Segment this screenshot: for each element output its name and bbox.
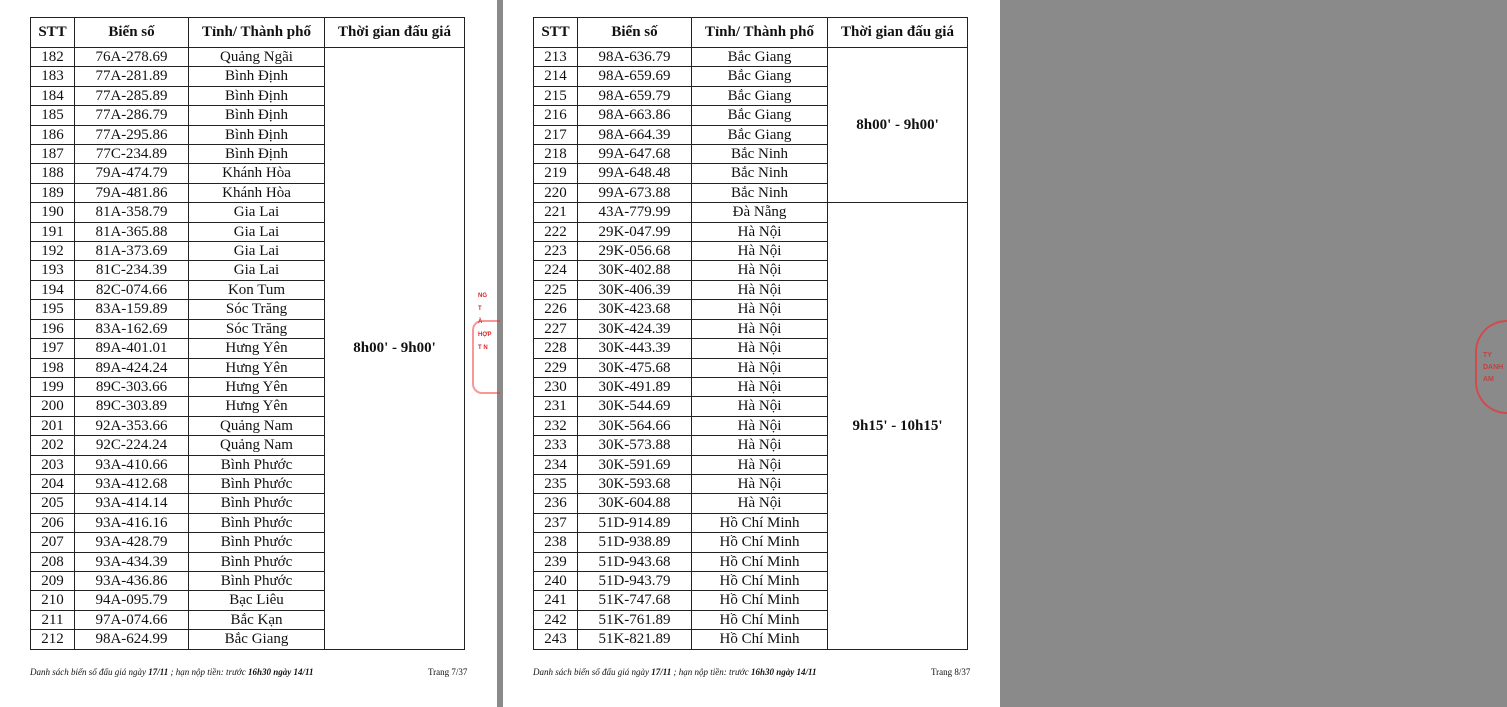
- province-cell: Hồ Chí Minh: [692, 571, 828, 590]
- plate-cell: 77A-286.79: [75, 106, 189, 125]
- stt-cell: 182: [31, 48, 75, 67]
- stt-cell: 214: [534, 67, 578, 86]
- plate-cell: 99A-673.88: [578, 183, 692, 202]
- plate-cell: 98A-663.86: [578, 106, 692, 125]
- plate-cell: 93A-416.16: [75, 513, 189, 532]
- header-stt: STT: [31, 18, 75, 48]
- stt-cell: 241: [534, 591, 578, 610]
- province-cell: Bắc Giang: [692, 48, 828, 67]
- stt-cell: 203: [31, 455, 75, 474]
- province-cell: Bình Phước: [189, 494, 325, 513]
- footer-text: Danh sách biển số đấu giá ngày: [533, 667, 649, 677]
- stt-cell: 230: [534, 377, 578, 396]
- province-cell: Khánh Hòa: [189, 164, 325, 183]
- stt-cell: 235: [534, 474, 578, 493]
- stt-cell: 224: [534, 261, 578, 280]
- province-cell: Hồ Chí Minh: [692, 513, 828, 532]
- province-cell: Hà Nội: [692, 339, 828, 358]
- stt-cell: 190: [31, 203, 75, 222]
- header-tinh: Tỉnh/ Thành phố: [692, 18, 828, 48]
- province-cell: Bình Phước: [189, 455, 325, 474]
- plate-cell: 51K-761.89: [578, 610, 692, 629]
- province-cell: Sóc Trăng: [189, 300, 325, 319]
- province-cell: Hà Nội: [692, 397, 828, 416]
- stt-cell: 197: [31, 339, 75, 358]
- plate-cell: 30K-604.88: [578, 494, 692, 513]
- plate-cell: 77A-295.86: [75, 125, 189, 144]
- province-cell: Bắc Giang: [692, 106, 828, 125]
- stt-cell: 206: [31, 513, 75, 532]
- stt-cell: 234: [534, 455, 578, 474]
- plate-cell: 81A-365.88: [75, 222, 189, 241]
- footer-date: 17/11: [148, 667, 169, 677]
- plate-cell: 30K-443.39: [578, 339, 692, 358]
- auction-time-cell: 9h15' - 10h15': [828, 203, 968, 649]
- plate-cell: 83A-162.69: [75, 319, 189, 338]
- auction-time-cell: 8h00' - 9h00': [325, 48, 465, 650]
- footer-deadline: 16h30 ngày 14/11: [750, 667, 817, 677]
- stt-cell: 184: [31, 86, 75, 105]
- stt-cell: 195: [31, 300, 75, 319]
- stt-cell: 205: [31, 494, 75, 513]
- province-cell: Gia Lai: [189, 222, 325, 241]
- footer-text-2: ; hạn nộp tiền: trước: [170, 667, 246, 677]
- stt-cell: 223: [534, 242, 578, 261]
- province-cell: Hà Nội: [692, 377, 828, 396]
- header-thoi-gian: Thời gian đấu giá: [828, 18, 968, 48]
- footer-text-2: ; hạn nộp tiền: trước: [673, 667, 749, 677]
- province-cell: Bắc Giang: [189, 630, 325, 649]
- province-cell: Hà Nội: [692, 300, 828, 319]
- province-cell: Hưng Yên: [189, 377, 325, 396]
- plate-cell: 81C-234.39: [75, 261, 189, 280]
- province-cell: Bắc Kạn: [189, 610, 325, 629]
- province-cell: Hồ Chí Minh: [692, 630, 828, 649]
- stt-cell: 210: [31, 591, 75, 610]
- stamp-edge-right: TY DANH AM: [1475, 320, 1507, 414]
- province-cell: Bạc Liêu: [189, 591, 325, 610]
- province-cell: Hồ Chí Minh: [692, 591, 828, 610]
- stt-cell: 189: [31, 183, 75, 202]
- table-row: [534, 203, 968, 222]
- table-header: [534, 18, 968, 48]
- plate-cell: 81A-373.69: [75, 242, 189, 261]
- plate-cell: 30K-475.68: [578, 358, 692, 377]
- plate-cell: 92A-353.66: [75, 416, 189, 435]
- plate-cell: 89A-424.24: [75, 358, 189, 377]
- table-row: [31, 48, 465, 67]
- province-cell: Bình Định: [189, 145, 325, 164]
- province-cell: Bình Phước: [189, 474, 325, 493]
- stt-cell: 238: [534, 533, 578, 552]
- table-header: [31, 18, 465, 48]
- plate-cell: 83A-159.89: [75, 300, 189, 319]
- plate-cell: 30K-591.69: [578, 455, 692, 474]
- province-cell: Đà Nẵng: [692, 203, 828, 222]
- stt-cell: 239: [534, 552, 578, 571]
- province-cell: Hà Nội: [692, 436, 828, 455]
- province-cell: Hà Nội: [692, 416, 828, 435]
- province-cell: Hưng Yên: [189, 397, 325, 416]
- plate-cell: 51D-938.89: [578, 533, 692, 552]
- stt-cell: 219: [534, 164, 578, 183]
- plate-cell: 76A-278.69: [75, 48, 189, 67]
- plate-cell: 30K-424.39: [578, 319, 692, 338]
- plate-cell: 98A-659.79: [578, 86, 692, 105]
- province-cell: Bắc Giang: [692, 125, 828, 144]
- footer-text: Danh sách biển số đấu giá ngày: [30, 667, 146, 677]
- plate-cell: 30K-491.89: [578, 377, 692, 396]
- stt-cell: 242: [534, 610, 578, 629]
- province-cell: Bình Phước: [189, 533, 325, 552]
- page-number: Trang 7/37: [428, 667, 468, 677]
- stt-cell: 192: [31, 242, 75, 261]
- plate-cell: 93A-412.68: [75, 474, 189, 493]
- header-stt: STT: [534, 18, 578, 48]
- stt-cell: 216: [534, 106, 578, 125]
- province-cell: Bình Phước: [189, 571, 325, 590]
- province-cell: Gia Lai: [189, 203, 325, 222]
- stt-cell: 237: [534, 513, 578, 532]
- plate-table-right: [533, 17, 968, 650]
- footer-note: [30, 667, 313, 677]
- province-cell: Bình Định: [189, 125, 325, 144]
- plate-cell: 89C-303.66: [75, 377, 189, 396]
- plate-cell: 82C-074.66: [75, 280, 189, 299]
- page-number: Trang 8/37: [931, 667, 971, 677]
- province-cell: Bắc Ninh: [692, 183, 828, 202]
- stt-cell: 220: [534, 183, 578, 202]
- stt-cell: 229: [534, 358, 578, 377]
- stt-cell: 240: [534, 571, 578, 590]
- stamp-fragment-left: NG T À HỢP T N: [478, 293, 492, 351]
- stt-cell: 208: [31, 552, 75, 571]
- province-cell: Hà Nội: [692, 474, 828, 493]
- stt-cell: 193: [31, 261, 75, 280]
- plate-cell: 51K-747.68: [578, 591, 692, 610]
- stt-cell: 185: [31, 106, 75, 125]
- plate-cell: 30K-564.66: [578, 416, 692, 435]
- stt-cell: 227: [534, 319, 578, 338]
- plate-cell: 43A-779.99: [578, 203, 692, 222]
- plate-cell: 30K-544.69: [578, 397, 692, 416]
- province-cell: Hà Nội: [692, 280, 828, 299]
- province-cell: Hà Nội: [692, 261, 828, 280]
- plate-cell: 29K-047.99: [578, 222, 692, 241]
- stt-cell: 228: [534, 339, 578, 358]
- plate-cell: 93A-434.39: [75, 552, 189, 571]
- stt-cell: 188: [31, 164, 75, 183]
- province-cell: Bình Phước: [189, 552, 325, 571]
- stt-cell: 226: [534, 300, 578, 319]
- province-cell: Quảng Ngãi: [189, 48, 325, 67]
- plate-cell: 98A-636.79: [578, 48, 692, 67]
- province-cell: Gia Lai: [189, 242, 325, 261]
- stt-cell: 232: [534, 416, 578, 435]
- province-cell: Bắc Ninh: [692, 164, 828, 183]
- province-cell: Sóc Trăng: [189, 319, 325, 338]
- stt-cell: 231: [534, 397, 578, 416]
- stt-cell: 225: [534, 280, 578, 299]
- plate-cell: 51D-943.79: [578, 571, 692, 590]
- header-tinh: Tỉnh/ Thành phố: [189, 18, 325, 48]
- plate-cell: 51K-821.89: [578, 630, 692, 649]
- plate-cell: 51D-914.89: [578, 513, 692, 532]
- province-cell: Hà Nội: [692, 319, 828, 338]
- stt-cell: 199: [31, 377, 75, 396]
- stamp-edge-left: [472, 320, 500, 394]
- plate-table-left: [30, 17, 465, 650]
- page-right: [503, 0, 1504, 707]
- plate-cell: 98A-664.39: [578, 125, 692, 144]
- stt-cell: 215: [534, 86, 578, 105]
- stt-cell: 222: [534, 222, 578, 241]
- province-cell: Hồ Chí Minh: [692, 610, 828, 629]
- footer-date: 17/11: [651, 667, 672, 677]
- province-cell: Bình Phước: [189, 513, 325, 532]
- header-bien-so: Biển số: [578, 18, 692, 48]
- plate-cell: 77A-281.89: [75, 67, 189, 86]
- province-cell: Bình Định: [189, 86, 325, 105]
- plate-cell: 30K-573.88: [578, 436, 692, 455]
- plate-cell: 89C-303.89: [75, 397, 189, 416]
- stt-cell: 211: [31, 610, 75, 629]
- stt-cell: 196: [31, 319, 75, 338]
- plate-cell: 94A-095.79: [75, 591, 189, 610]
- stt-cell: 183: [31, 67, 75, 86]
- plate-cell: 30K-402.88: [578, 261, 692, 280]
- stt-cell: 194: [31, 280, 75, 299]
- province-cell: Kon Tum: [189, 280, 325, 299]
- province-cell: Bình Định: [189, 106, 325, 125]
- stt-cell: 233: [534, 436, 578, 455]
- stt-cell: 217: [534, 125, 578, 144]
- province-cell: Hà Nội: [692, 494, 828, 513]
- plate-cell: 99A-647.68: [578, 145, 692, 164]
- stt-cell: 218: [534, 145, 578, 164]
- province-cell: Bắc Giang: [692, 86, 828, 105]
- plate-cell: 93A-410.66: [75, 455, 189, 474]
- plate-cell: 98A-624.99: [75, 630, 189, 649]
- page-left: [0, 0, 497, 707]
- footer-note: [533, 667, 816, 677]
- stt-cell: 209: [31, 571, 75, 590]
- province-cell: Hà Nội: [692, 455, 828, 474]
- header-thoi-gian: Thời gian đấu giá: [325, 18, 465, 48]
- province-cell: Quảng Nam: [189, 436, 325, 455]
- stt-cell: 213: [534, 48, 578, 67]
- province-cell: Hà Nội: [692, 358, 828, 377]
- plate-cell: 99A-648.48: [578, 164, 692, 183]
- stt-cell: 207: [31, 533, 75, 552]
- province-cell: Hưng Yên: [189, 339, 325, 358]
- stt-cell: 221: [534, 203, 578, 222]
- header-bien-so: Biển số: [75, 18, 189, 48]
- plate-cell: 98A-659.69: [578, 67, 692, 86]
- plate-cell: 89A-401.01: [75, 339, 189, 358]
- stt-cell: 198: [31, 358, 75, 377]
- plate-cell: 77A-285.89: [75, 86, 189, 105]
- province-cell: Hưng Yên: [189, 358, 325, 377]
- stt-cell: 243: [534, 630, 578, 649]
- province-cell: Bắc Ninh: [692, 145, 828, 164]
- plate-cell: 30K-593.68: [578, 474, 692, 493]
- province-cell: Hồ Chí Minh: [692, 533, 828, 552]
- plate-cell: 79A-481.86: [75, 183, 189, 202]
- province-cell: Hồ Chí Minh: [692, 552, 828, 571]
- plate-cell: 97A-074.66: [75, 610, 189, 629]
- plate-cell: 81A-358.79: [75, 203, 189, 222]
- plate-cell: 92C-224.24: [75, 436, 189, 455]
- auction-time-cell: 8h00' - 9h00': [828, 48, 968, 203]
- plate-cell: 93A-428.79: [75, 533, 189, 552]
- stt-cell: 187: [31, 145, 75, 164]
- province-cell: Hà Nội: [692, 222, 828, 241]
- stt-cell: 186: [31, 125, 75, 144]
- stt-cell: 191: [31, 222, 75, 241]
- plate-cell: 79A-474.79: [75, 164, 189, 183]
- table-row: [534, 48, 968, 67]
- stt-cell: 200: [31, 397, 75, 416]
- plate-cell: 29K-056.68: [578, 242, 692, 261]
- plate-cell: 30K-406.39: [578, 280, 692, 299]
- stt-cell: 212: [31, 630, 75, 649]
- stt-cell: 236: [534, 494, 578, 513]
- plate-cell: 93A-414.14: [75, 494, 189, 513]
- stt-cell: 202: [31, 436, 75, 455]
- province-cell: Bắc Giang: [692, 67, 828, 86]
- province-cell: Quảng Nam: [189, 416, 325, 435]
- plate-cell: 93A-436.86: [75, 571, 189, 590]
- plate-cell: 51D-943.68: [578, 552, 692, 571]
- province-cell: Bình Định: [189, 67, 325, 86]
- plate-cell: 77C-234.89: [75, 145, 189, 164]
- stt-cell: 201: [31, 416, 75, 435]
- stt-cell: 204: [31, 474, 75, 493]
- footer-deadline: 16h30 ngày 14/11: [247, 667, 314, 677]
- province-cell: Hà Nội: [692, 242, 828, 261]
- province-cell: Gia Lai: [189, 261, 325, 280]
- province-cell: Khánh Hòa: [189, 183, 325, 202]
- plate-cell: 30K-423.68: [578, 300, 692, 319]
